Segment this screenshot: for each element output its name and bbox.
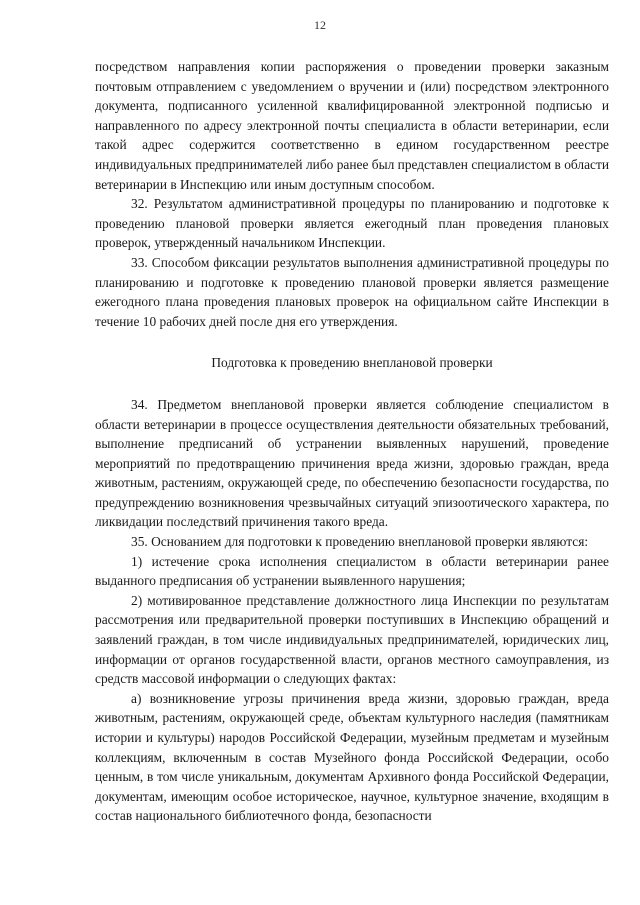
page-number: 12	[314, 18, 326, 32]
paragraph-35-item-2a: а) возникновение угрозы причинения вреда жизни, здоровью граждан, вреда животным, растениям, окружающей среде, объектам культурного наследия (памятникам истории и культуры) народов Российской Федерации, музейным предметам и музейным коллекциям, включенным в состав Музейного фонда Российской Федерации, особо ценным, в том числе уникальным, документам Архивного фонда Российской Федерации, документам, имеющим особое историческое, научное, культурное значение, входящим в состав национального библиотечного фонда, безопасности	[95, 690, 609, 824]
paragraph-35-item-2: 2) мотивированное представление должностного лица Инспекции по результатам рассмотрения или предварительной проверки поступивших в Инспекцию обращений и заявлений граждан, в том числе индивидуальных предпринимателей, юридических лиц, информации от органов государственной власти, органов местного самоуправления, из средств массовой информации о следующих фактах:	[95, 592, 609, 687]
paragraph-33: 33. Способом фиксации результатов выполнения административной процедуры по планированию и подготовке к проведению плановой проверки является размещение ежегодного плана проведения плановых проверок на официальном сайте Инспекции в течение 10 рабочих дней после дня его утверждения.	[95, 254, 609, 329]
section-heading: Подготовка к проведению внеплановой проверки	[211, 355, 493, 371]
paragraph-35: 35. Основанием для подготовки к проведению внеплановой проверки являются:	[131, 534, 589, 550]
paragraph-35-item-1: 1) истечение срока исполнения специалистом в области ветеринарии ранее выданного предписания об устранении выявленного нарушения;	[95, 553, 609, 589]
document-body	[95, 57, 609, 826]
paragraph-continuation: посредством направления копии распоряжения о проведении проверки заказным почтовым отправлением с уведомлением о вручении и (или) посредством электронного документа, подписанного усиленной квалифицированной электронной подписью и направленного по адресу электронной почты специалиста в области ветеринарии, если такой адрес содержится соответственно в едином государственном реестре индивидуальных предпринимателей либо ранее был представлен специалистом в области ветеринарии в Инспекцию или иным доступным способом.	[95, 59, 609, 192]
paragraph-32: 32. Результатом административной процедуры по планированию и подготовке к проведению плановой проверки является ежегодный план проведения плановых проверок, утвержденный начальником Инспекции.	[95, 196, 609, 251]
paragraph-34: 34. Предметом внеплановой проверки является соблюдение специалистом в области ветеринарии в процессе осуществления деятельности обязательных требований, выполнение предписаний об устранении выявленных нарушений, проведение мероприятий по предотвращению причинения вреда жизни, здоровью граждан, вреда животным, растениям, окружающей среде, по обеспечению безопасности государства, по предупреждению возникновения чрезвычайных ситуаций эпизоотического характера, по ликвидации последствий причинения такого вреда.	[95, 396, 609, 530]
